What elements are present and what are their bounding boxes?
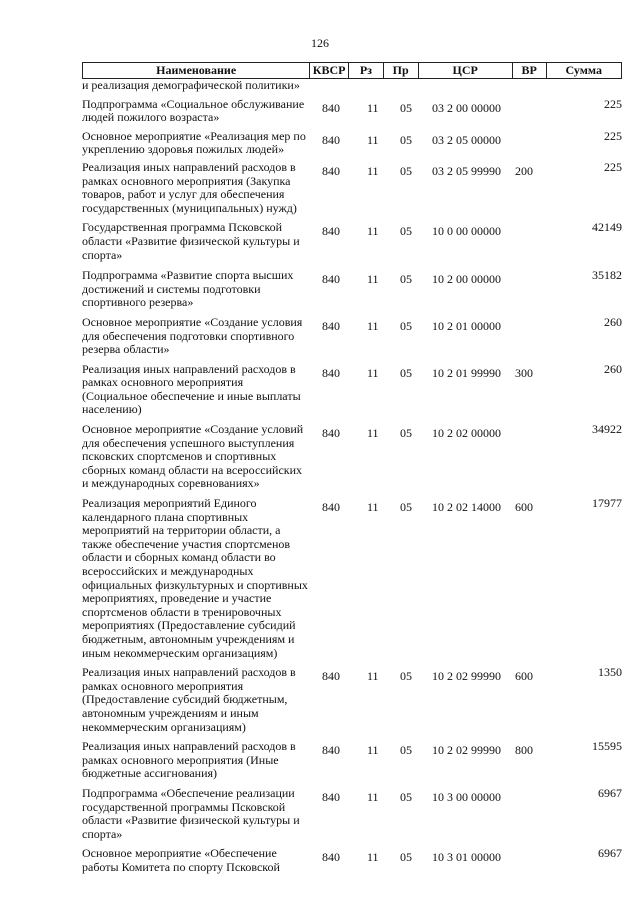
row-rz: 11 xyxy=(367,365,379,380)
row-pr: 05 xyxy=(400,426,412,441)
row-rz: 11 xyxy=(367,669,379,684)
row-rz: 11 xyxy=(367,100,379,115)
row-name: Реализация иных направлений расходов в рамках основного мероприятия (Предоставление субсидий бюджетным, автономным учреждениям и иным некоммерческим организациям) xyxy=(82,665,296,734)
row-vr: 600 xyxy=(515,500,533,515)
row-sum: 17977 xyxy=(592,496,622,511)
row-sum: 15595 xyxy=(592,739,622,754)
row-kvsr: 840 xyxy=(322,163,340,178)
row-kvsr: 840 xyxy=(322,224,340,239)
table-row xyxy=(82,161,622,215)
header-rz: Рз xyxy=(348,63,383,78)
continuation-text: и реализация демографической политики» xyxy=(82,78,300,92)
row-rz: 11 xyxy=(367,318,379,333)
row-rz: 11 xyxy=(367,272,379,287)
row-vr: 600 xyxy=(515,669,533,684)
row-kvsr: 840 xyxy=(322,100,340,115)
header-csr: ЦСР xyxy=(418,63,512,78)
row-kvsr: 840 xyxy=(322,272,340,287)
table-row xyxy=(82,363,622,417)
row-pr: 05 xyxy=(400,272,412,287)
row-pr: 05 xyxy=(400,743,412,758)
row-name: Основное мероприятие «Обеспечение работы Комитета по спорту Псковской xyxy=(82,846,280,874)
row-sum: 225 xyxy=(604,159,622,174)
continuation-row xyxy=(82,79,622,93)
row-kvsr: 840 xyxy=(322,850,340,865)
header-kvsr: КВСР xyxy=(309,63,348,78)
row-name: Реализация иных направлений расходов в рамках основного мероприятия (Иные бюджетные ассигнования) xyxy=(82,739,296,781)
row-name: Основное мероприятие «Создание условия для обеспечения подготовки спортивного резерва области» xyxy=(82,314,303,357)
row-vr: 800 xyxy=(515,743,533,758)
row-kvsr: 840 xyxy=(322,743,340,758)
row-sum: 1350 xyxy=(598,665,622,680)
row-name: Подпрограмма «Развитие спорта высших достижений и системы подготовки спортивного резерва» xyxy=(82,268,294,310)
row-pr: 05 xyxy=(400,669,412,684)
table-row xyxy=(82,316,622,357)
row-csr: 03 2 05 99990 xyxy=(432,163,501,178)
row-csr: 10 2 02 00000 xyxy=(432,426,501,441)
row-sum: 225 xyxy=(604,96,622,111)
row-kvsr: 840 xyxy=(322,132,340,147)
page-number: 126 xyxy=(311,36,329,50)
row-kvsr: 840 xyxy=(322,500,340,515)
table-row xyxy=(82,847,622,874)
row-name: Основное мероприятие «Реализация мер по укреплению здоровья пожилых людей» xyxy=(82,128,306,157)
row-pr: 05 xyxy=(400,850,412,865)
row-csr: 03 2 00 00000 xyxy=(432,100,501,115)
table-row xyxy=(82,740,622,781)
row-csr: 10 2 01 99990 xyxy=(432,365,501,380)
table-header xyxy=(82,62,622,79)
row-csr: 10 2 01 00000 xyxy=(432,318,501,333)
row-csr: 10 0 00 00000 xyxy=(432,224,501,239)
table-row xyxy=(82,497,622,660)
row-sum: 260 xyxy=(604,361,622,376)
row-name: Подпрограмма «Обеспечение реализации государственной программы Псковской области «Развитие физической культуры и спорта» xyxy=(82,785,300,841)
row-rz: 11 xyxy=(367,850,379,865)
row-name: Реализация иных направлений расходов в рамках основного мероприятия (Закупка товаров, работ и услуг для обеспечения государственных (муниципальных) нужд) xyxy=(82,159,297,215)
row-sum: 6967 xyxy=(598,846,622,861)
row-name: Государственная программа Псковской области «Развитие физической культуры и спорта» xyxy=(82,220,300,262)
row-rz: 11 xyxy=(367,789,379,804)
table-row xyxy=(82,787,622,841)
table-row xyxy=(82,423,622,491)
row-rz: 11 xyxy=(367,500,379,515)
row-name: Подпрограмма «Социальное обслуживание людей пожилого возраста» xyxy=(82,96,305,125)
row-csr: 10 2 00 00000 xyxy=(432,272,501,287)
table-row xyxy=(82,269,622,310)
row-csr: 10 3 00 00000 xyxy=(432,789,501,804)
budget-table xyxy=(82,62,622,874)
header-name: Наименование xyxy=(156,63,237,77)
row-csr: 10 3 01 00000 xyxy=(432,850,501,865)
row-sum: 35182 xyxy=(592,268,622,283)
row-pr: 05 xyxy=(400,365,412,380)
row-pr: 05 xyxy=(400,500,412,515)
row-csr: 10 2 02 99990 xyxy=(432,669,501,684)
row-sum: 34922 xyxy=(592,422,622,437)
row-csr: 10 2 02 14000 xyxy=(432,500,501,515)
row-pr: 05 xyxy=(400,318,412,333)
row-sum: 42149 xyxy=(592,220,622,235)
row-kvsr: 840 xyxy=(322,318,340,333)
header-pr: Пр xyxy=(383,63,418,78)
row-pr: 05 xyxy=(400,100,412,115)
row-sum: 225 xyxy=(604,128,622,143)
table-body xyxy=(82,98,622,875)
row-name: Реализация иных направлений расходов в рамках основного мероприятия (Социальное обеспечение и иные выплаты населению) xyxy=(82,361,301,417)
row-vr: 200 xyxy=(515,163,533,178)
row-rz: 11 xyxy=(367,163,379,178)
row-pr: 05 xyxy=(400,224,412,239)
row-rz: 11 xyxy=(367,132,379,147)
row-pr: 05 xyxy=(400,163,412,178)
header-vr: ВР xyxy=(512,63,546,78)
row-rz: 11 xyxy=(367,743,379,758)
row-kvsr: 840 xyxy=(322,789,340,804)
row-name: Основное мероприятие «Создание условий для обеспечения успешного выступления псковских спортсменов и спортивных сборных команд области на всероссийских и международных соревнованиях» xyxy=(82,422,304,491)
table-row xyxy=(82,221,622,262)
table-row xyxy=(82,130,622,157)
row-vr: 300 xyxy=(515,365,533,380)
row-kvsr: 840 xyxy=(322,365,340,380)
row-csr: 10 2 02 99990 xyxy=(432,743,501,758)
row-sum: 6967 xyxy=(598,785,622,800)
header-sum: Сумма xyxy=(546,63,621,78)
row-sum: 260 xyxy=(604,314,622,329)
row-rz: 11 xyxy=(367,224,379,239)
row-kvsr: 840 xyxy=(322,426,340,441)
row-pr: 05 xyxy=(400,789,412,804)
row-pr: 05 xyxy=(400,132,412,147)
table-row xyxy=(82,666,622,734)
row-csr: 03 2 05 00000 xyxy=(432,132,501,147)
row-name: Реализация мероприятий Единого календарного плана спортивных мероприятий на территории области, а также обеспечение участия спортсменов области и сборных команд области во всероссийских и международных официальных физкультурных и спортивных мероприятиях, проведение и участие спортсменов области в тренировочных мероприятиях (Предоставление субсидий бюджетным, автономным учреждениям и иным некоммерческим организациям) xyxy=(82,496,308,660)
table-row xyxy=(82,98,622,125)
row-kvsr: 840 xyxy=(322,669,340,684)
row-rz: 11 xyxy=(367,426,379,441)
